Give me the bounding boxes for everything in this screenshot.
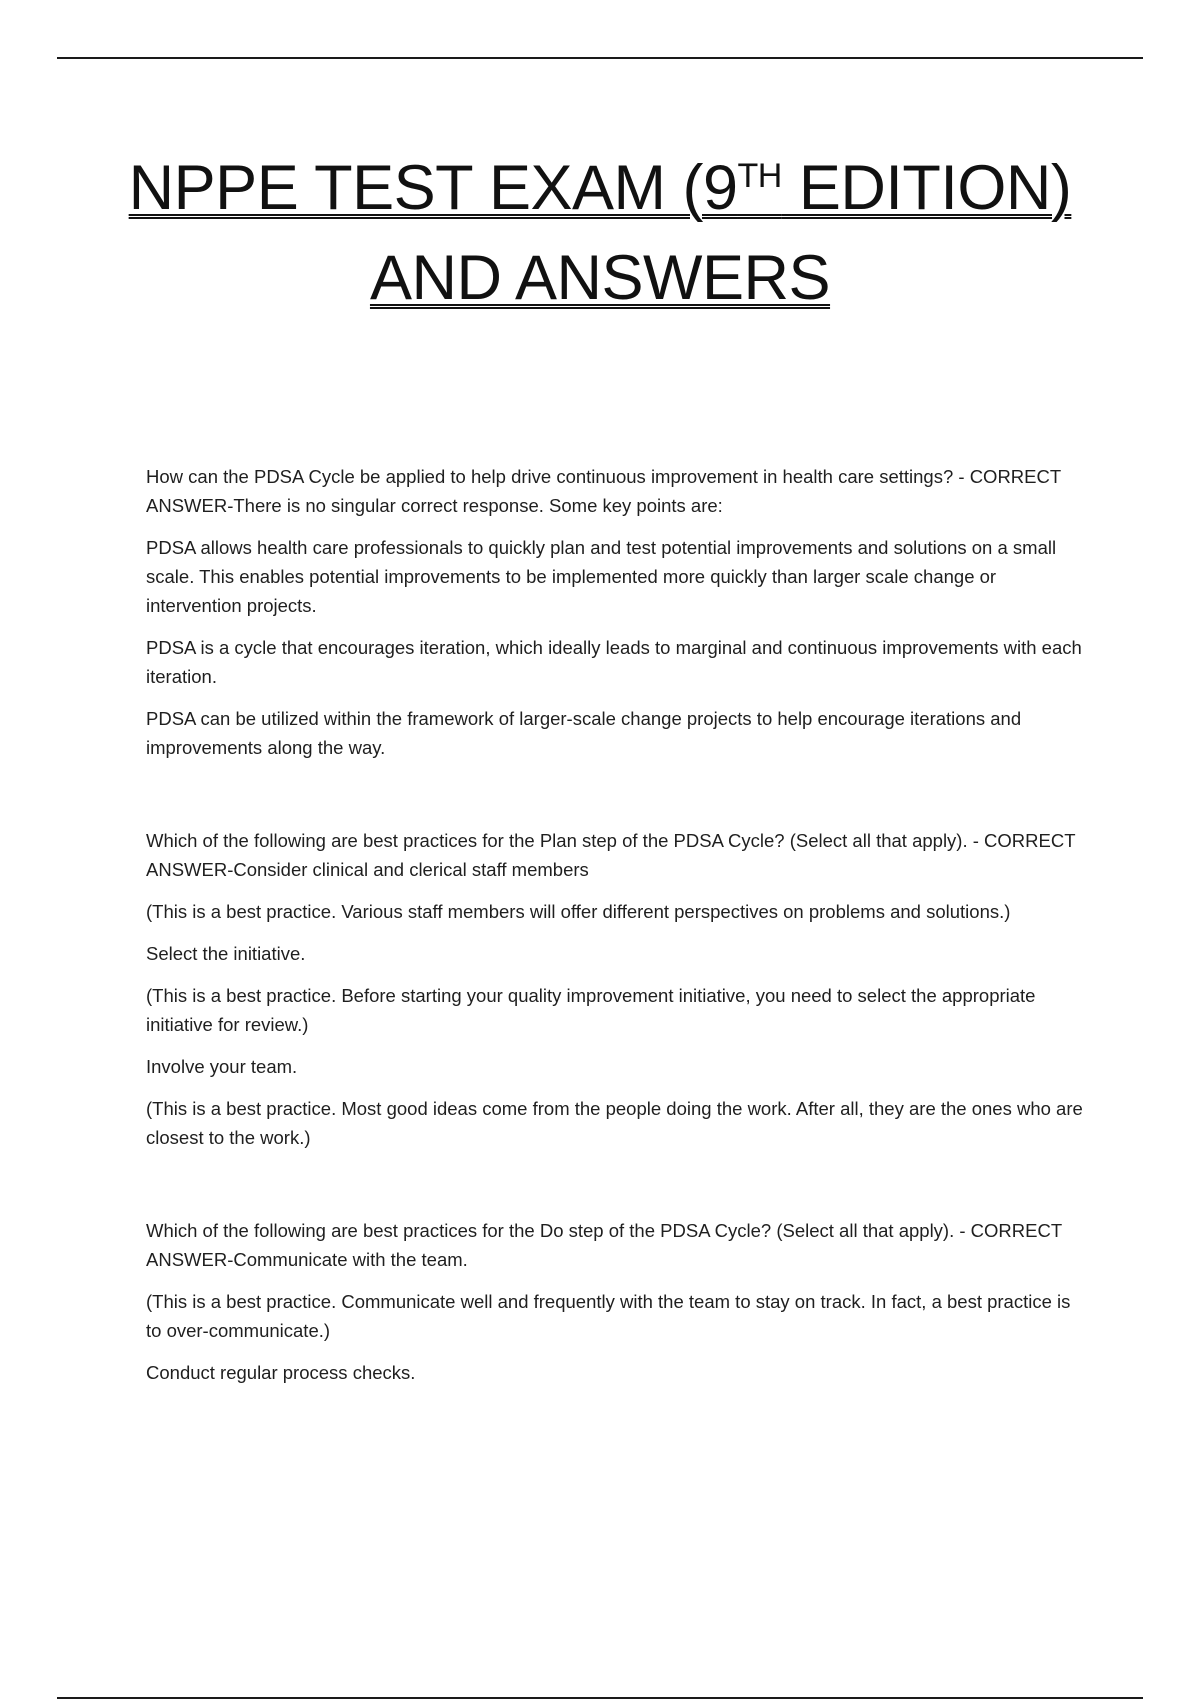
paragraph: Conduct regular process checks. [146, 1362, 416, 1383]
title-line-1: NPPE TEST EXAM (9TH EDITION) [128, 153, 1072, 223]
question-block-3 [146, 1216, 1086, 1387]
paragraph: How can the PDSA Cycle be applied to help drive continuous improvement in health care settings? - CORRECT ANSWER-There is no singular correct response. Some key points are: [146, 466, 1061, 516]
paragraph: (This is a best practice. Before starting your quality improvement initiative, you need to select the appropriate initiative for review.) [146, 985, 1036, 1035]
paragraph: Involve your team. [146, 1056, 298, 1077]
title-superscript: TH [737, 157, 782, 195]
question-block-1 [146, 462, 1086, 762]
paragraph: Which of the following are best practices for the Plan step of the PDSA Cycle? (Select all that apply). - CORRECT ANSWER-Consider clinical and clerical staff members [146, 830, 1076, 880]
paragraph: PDSA allows health care professionals to quickly plan and test potential improvements and solutions on a small scale. This enables potential improvements to be implemented more quickly than larger scale change or intervention projects. [146, 537, 1057, 616]
paragraph: PDSA is a cycle that encourages iteration, which ideally leads to marginal and continuous improvements with each iteration. [146, 637, 1082, 687]
top-rule [57, 57, 1143, 59]
paragraph: Select the initiative. [146, 943, 306, 964]
bottom-rule [57, 1697, 1143, 1699]
paragraph: (This is a best practice. Most good ideas come from the people doing the work. After all, they are the ones who are closest to the work.) [146, 1098, 1083, 1148]
paragraph: (This is a best practice. Various staff members will offer different perspectives on problems and solutions.) [146, 901, 1011, 922]
paragraph: Which of the following are best practices for the Do step of the PDSA Cycle? (Select all that apply). - CORRECT ANSWER-Communicate with the team. [146, 1220, 1062, 1270]
question-block-2 [146, 826, 1086, 1152]
document-body [146, 462, 1086, 1400]
title-line-2: AND ANSWERS [369, 243, 831, 313]
paragraph: (This is a best practice. Communicate well and frequently with the team to stay on track. In fact, a best practice is to over-communicate.) [146, 1291, 1071, 1341]
document-title [57, 150, 1143, 330]
paragraph: PDSA can be utilized within the framework of larger-scale change projects to help encourage iterations and improvements along the way. [146, 708, 1022, 758]
